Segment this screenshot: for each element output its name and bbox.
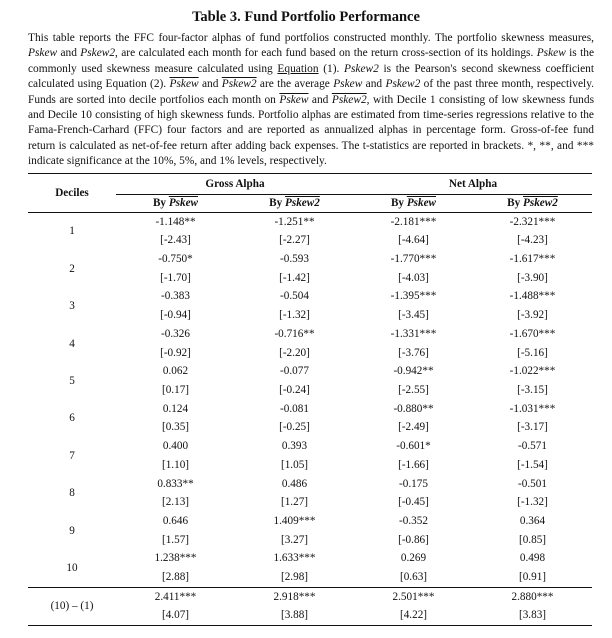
deciles-header: Deciles [28, 173, 116, 212]
t-statistic: [3.88] [235, 606, 354, 625]
alpha-estimate: 1.409*** [273, 514, 316, 527]
t-statistic: [-3.15] [517, 383, 548, 396]
col-gross-pskew2 [235, 194, 354, 212]
caption-equation-link[interactable]: Equation [277, 62, 319, 75]
alpha-estimate: 0.498 [519, 552, 546, 565]
t-statistic: [4.22] [354, 606, 473, 625]
alpha-estimate: 0.364 [519, 514, 546, 527]
alpha-estimate: -2.321*** [509, 215, 556, 228]
table-row [28, 325, 592, 344]
t-statistic: [-2.20] [279, 346, 310, 359]
alpha-estimate: 2.411*** [116, 587, 235, 606]
t-statistic: [-2.55] [398, 383, 429, 396]
alpha-estimate: 2.880*** [473, 587, 592, 606]
caption-pskew2: Pskew2 [385, 78, 421, 91]
col-gross-pskew [116, 194, 235, 212]
t-statistic: [-0.86] [398, 533, 429, 546]
alpha-estimate: -1.251** [274, 215, 315, 228]
caption-pskew-bar: Pskew [169, 78, 199, 91]
alpha-estimate: -1.331*** [390, 327, 437, 340]
table-row [28, 400, 592, 419]
t-statistic: [0.35] [161, 421, 190, 434]
caption-pskew-bar: Pskew [279, 93, 309, 106]
t-statistic: [1.05] [280, 458, 309, 471]
table-row [28, 549, 592, 568]
t-statistic: [2.88] [161, 571, 190, 584]
alpha-estimate: -0.326 [161, 327, 190, 340]
t-statistic: [-1.42] [279, 271, 310, 284]
t-statistic: [-0.45] [398, 496, 429, 509]
alpha-estimate: -0.593 [280, 253, 309, 266]
alpha-estimate: 1.238*** [154, 552, 197, 565]
col-net-pskew [354, 194, 473, 212]
caption-pskew: Pskew [333, 78, 363, 91]
alpha-estimate: -1.148** [155, 215, 196, 228]
decile-label: 4 [69, 337, 75, 350]
table-caption [28, 31, 594, 170]
alpha-estimate: -0.501 [518, 477, 547, 490]
by-label: By [390, 197, 407, 210]
alpha-estimate: 0.269 [400, 552, 427, 565]
t-statistic: [-0.24] [279, 383, 310, 396]
t-statistic: [-4.64] [398, 234, 429, 247]
t-statistic: [-0.25] [279, 421, 310, 434]
caption-pskew: Pskew [536, 47, 566, 60]
table-row [28, 437, 592, 456]
col-net-pskew2 [473, 194, 592, 212]
t-statistic: [-3.17] [517, 421, 548, 434]
alpha-estimate: -1.670*** [509, 327, 556, 340]
t-statistic: [-4.23] [517, 234, 548, 247]
t-statistic: [2.13] [161, 496, 190, 509]
t-statistic: [-3.76] [398, 346, 429, 359]
table-title: Table 3. Fund Portfolio Performance [192, 9, 420, 25]
decile-label: 2 [69, 262, 75, 275]
alpha-estimate: -0.352 [399, 514, 428, 527]
by-label: By [269, 197, 286, 210]
caption-text: is the Pearson's second skewness coefficient calculated using Equation (2). [28, 62, 595, 91]
alpha-estimate: -0.571 [518, 440, 547, 453]
t-statistic: [-1.32] [517, 496, 548, 509]
decile-label: 3 [69, 300, 75, 313]
alpha-estimate: -0.880** [393, 402, 434, 415]
caption-text: (1). [318, 62, 345, 75]
alpha-estimate: -0.077 [280, 365, 309, 378]
t-statistic: [-1.54] [517, 458, 548, 471]
alpha-estimate: -1.617*** [509, 253, 556, 266]
alpha-estimate: 0.393 [281, 440, 308, 453]
t-statistic: [-2.49] [398, 421, 429, 434]
alpha-estimate: 0.062 [162, 365, 189, 378]
alpha-estimate: -0.175 [399, 477, 428, 490]
pskew-label: Pskew [168, 197, 199, 210]
t-statistic: [1.27] [280, 496, 309, 509]
caption-pskew2: Pskew2 [344, 62, 379, 75]
decile-label: 5 [69, 374, 75, 387]
caption-text: of the past three month, respectively. Funds are sorted into decile portfolios each month on [28, 78, 594, 106]
caption-text: and [308, 93, 332, 106]
t-statistic: [0.17] [161, 383, 190, 396]
alpha-estimate: 2.918*** [235, 587, 354, 606]
t-statistic: [2.98] [280, 571, 309, 584]
net-alpha-header: Net Alpha [354, 173, 592, 194]
caption-text: , are calculated each month for each fund based on the return cross-section of its holdings. [115, 47, 537, 60]
pskew2-label: Pskew2 [523, 197, 558, 210]
caption-text: , with Decile 1 consisting of low skewness funds and Decile 10 consisting of high skewness funds. Portfolio alphas are estimated from time-series regressions relative to the Fama-French-Carhard (FFC) four factors and are reported as annualized alphas in percentage form. Gross-of-fee fund return is calculated as net-of-fee return after adding back expenses. The t-statistics are reported in brackets. *, **, and *** indicate significance at the 10%, 5%, and 1% levels, respectively. [28, 93, 594, 168]
caption-text: and [198, 78, 222, 91]
t-statistic: [-2.43] [160, 234, 191, 247]
alpha-estimate: 2.501*** [354, 587, 473, 606]
caption-pskew2-bar: Pskew2 [221, 78, 257, 91]
caption-pskew2: Pskew2 [80, 47, 116, 60]
t-statistic: [0.63] [399, 571, 428, 584]
alpha-estimate: 0.124 [162, 402, 189, 415]
t-statistic: [-4.03] [398, 271, 429, 284]
by-label: By [152, 197, 169, 210]
caption-pskew: Pskew [28, 47, 58, 60]
t-statistic: [4.07] [116, 606, 235, 625]
t-statistic: [-3.45] [398, 309, 429, 322]
alpha-estimate: -0.383 [161, 290, 190, 303]
decile-label: 6 [69, 412, 75, 425]
table-row [28, 250, 592, 269]
alpha-estimate: -2.181*** [390, 215, 437, 228]
t-statistic: [-3.90] [517, 271, 548, 284]
decile-label: 10 [66, 562, 78, 575]
table-row [28, 287, 592, 306]
table-group-header [28, 173, 592, 194]
t-statistic: [0.85] [518, 533, 547, 546]
t-statistic: [-5.16] [517, 346, 548, 359]
decile-label: 8 [69, 487, 75, 500]
gross-alpha-header: Gross Alpha [116, 173, 354, 194]
t-statistic: [1.57] [161, 533, 190, 546]
t-statistic: [3.83] [473, 606, 592, 625]
decile-label: 7 [69, 449, 75, 462]
pskew2-label: Pskew2 [285, 197, 320, 210]
caption-text: and [362, 78, 386, 91]
table-row [28, 362, 592, 381]
alpha-estimate: -1.022*** [509, 365, 556, 378]
by-label: By [507, 197, 524, 210]
t-statistic: [-1.32] [279, 309, 310, 322]
fund-performance-table [28, 173, 592, 626]
alpha-estimate: -0.716** [274, 327, 315, 340]
caption-text: and [57, 47, 81, 60]
caption-text: is the commonly used skewness measure calculated using [28, 47, 594, 75]
table-body [28, 212, 592, 625]
alpha-estimate: 0.400 [162, 440, 189, 453]
t-statistic: [3.27] [280, 533, 309, 546]
table-row [28, 475, 592, 494]
alpha-estimate: -0.942** [393, 365, 434, 378]
alpha-estimate: 0.486 [281, 477, 308, 490]
alpha-estimate: -0.504 [280, 290, 309, 303]
t-statistic: [1.10] [161, 458, 190, 471]
t-statistic: [0.91] [518, 571, 547, 584]
table-row [28, 512, 592, 531]
t-statistic: [-1.66] [398, 458, 429, 471]
table-row [28, 587, 592, 606]
alpha-estimate: -1.031*** [509, 402, 556, 415]
decile-label: 1 [69, 225, 75, 238]
t-statistic: [-2.27] [279, 234, 310, 247]
caption-pskew2-bar: Pskew2 [331, 93, 367, 106]
table-row [28, 212, 592, 231]
caption-text: are the average [256, 78, 334, 91]
alpha-estimate: -1.770*** [390, 253, 437, 266]
decile-label: 9 [69, 524, 75, 537]
alpha-estimate: -0.601* [396, 440, 431, 453]
caption-text: This table reports the FFC four-factor alphas of fund portfolios constructed monthly. The portfolio skewness measures, [28, 32, 594, 44]
pskew-label: Pskew [406, 197, 437, 210]
alpha-estimate: 1.633*** [273, 552, 316, 565]
alpha-estimate: -0.750* [158, 253, 193, 266]
alpha-estimate: -0.081 [280, 402, 309, 415]
decile-label: (10) – (1) [28, 587, 116, 625]
alpha-estimate: 0.646 [162, 514, 189, 527]
t-statistic: [-0.94] [160, 309, 191, 322]
alpha-estimate: -1.395*** [390, 290, 437, 303]
t-statistic: [-3.92] [517, 309, 548, 322]
alpha-estimate: -1.488*** [509, 290, 556, 303]
alpha-estimate: 0.833** [157, 477, 194, 490]
t-statistic: [-1.70] [160, 271, 191, 284]
t-statistic: [-0.92] [160, 346, 191, 359]
